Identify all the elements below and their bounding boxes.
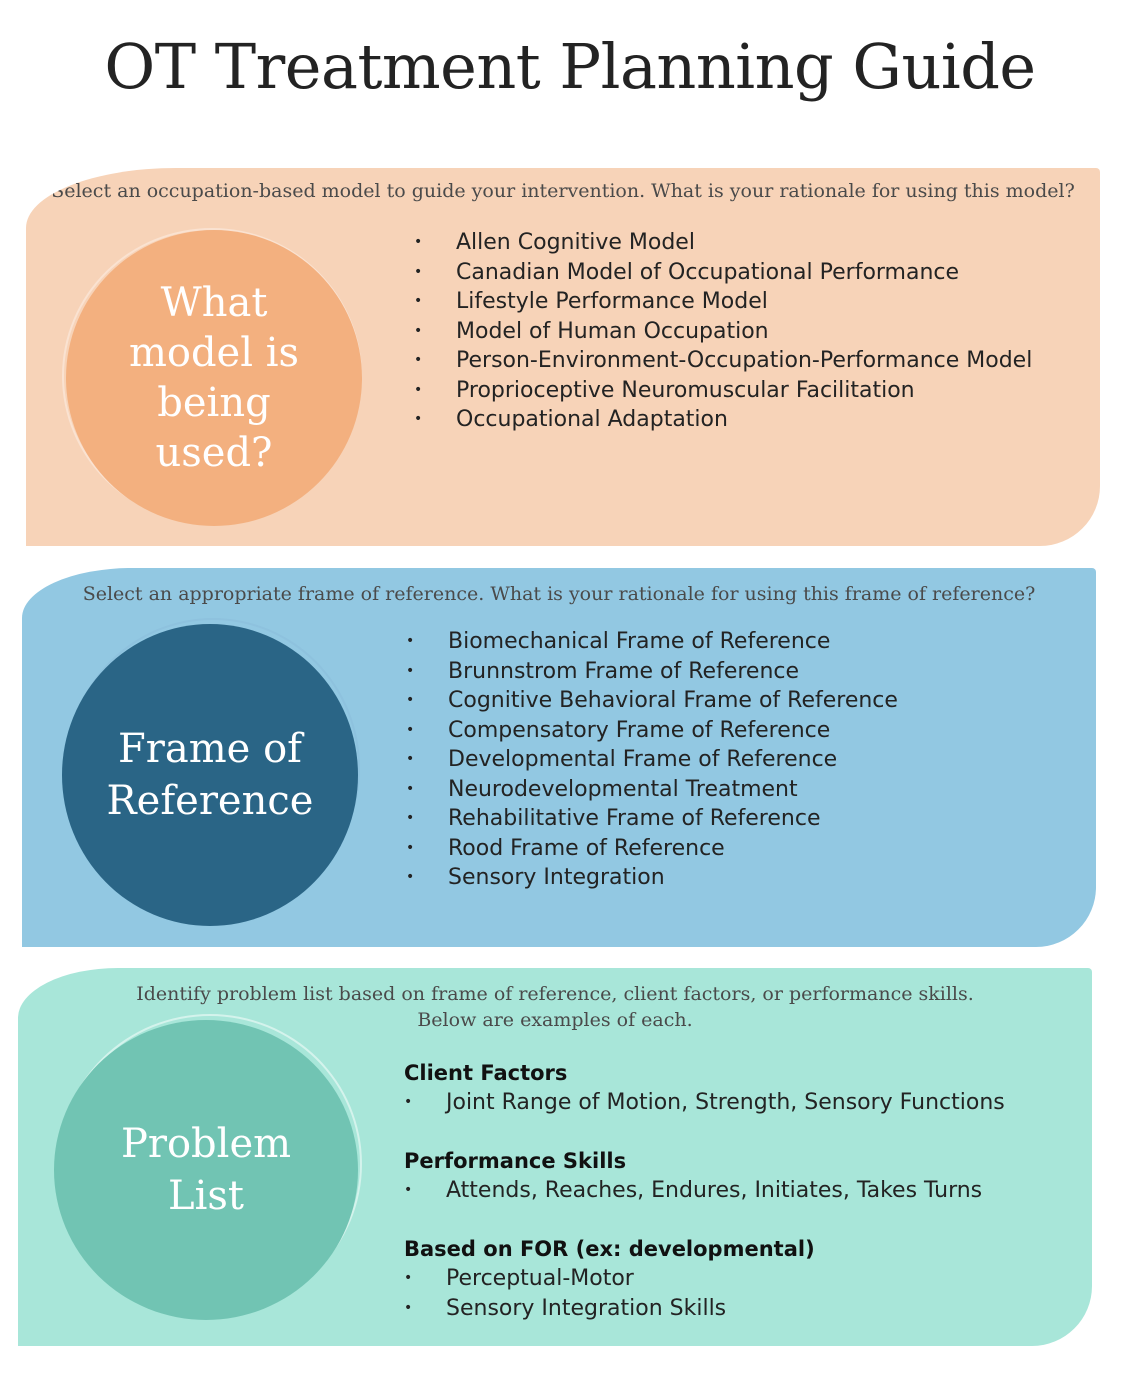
frame-list [406, 627, 898, 893]
list-item: • Sensory Integration [406, 863, 898, 893]
list-item: • Cognitive Behavioral Frame of Reference [406, 686, 898, 716]
frame-prompt: Select an appropriate frame of reference. What is your rationale for using this frame of reference? [82, 583, 1036, 605]
group-heading: Client Factors [404, 1061, 568, 1085]
list-item: • Lifestyle Performance Model [414, 287, 1032, 317]
model-circle [66, 230, 362, 526]
problem-circle-label: Problem List [120, 1121, 292, 1219]
list-item: • Brunnstrom Frame of Reference [406, 657, 898, 687]
frame-circle [62, 624, 358, 926]
list-item: • Compensatory Frame of Reference [406, 716, 898, 746]
list-item: • Proprioceptive Neuromuscular Facilitation [414, 376, 1032, 406]
list-item: • Rehabilitative Frame of Reference [406, 804, 898, 834]
problem-section [18, 968, 1092, 1346]
problem-group-based-on-for [404, 1234, 815, 1323]
model-prompt: Select an occupation-based model to guide your intervention. What is your rationale for using this model? [51, 180, 1075, 202]
group-list [404, 1176, 982, 1206]
problem-circle [54, 1020, 358, 1320]
frame-section [22, 568, 1096, 947]
model-section [26, 168, 1100, 546]
list-item: • Neurodevelopmental Treatment [406, 775, 898, 805]
list-item: • Sensory Integration Skills [404, 1294, 815, 1324]
list-item: • Biomechanical Frame of Reference [406, 627, 898, 657]
group-heading: Performance Skills [404, 1149, 627, 1173]
group-list [404, 1088, 1005, 1118]
list-item: • Attends, Reaches, Endures, Initiates, Takes Turns [404, 1176, 982, 1206]
list-item: • Model of Human Occupation [414, 317, 1032, 347]
list-item: • Joint Range of Motion, Strength, Sensory Functions [404, 1088, 1005, 1118]
list-item: • Canadian Model of Occupational Performance [414, 258, 1032, 288]
problem-group-performance-skills [404, 1146, 982, 1206]
problem-prompt-line1: Identify problem list based on frame of reference, client factors, or performance skills. [136, 983, 974, 1005]
list-item: • Developmental Frame of Reference [406, 745, 898, 775]
list-item: • Perceptual-Motor [404, 1264, 815, 1294]
problem-prompt-line2: Below are examples of each. [417, 1009, 693, 1031]
frame-circle-label: Frame of Reference [106, 726, 314, 824]
model-circle-label: What model is being used? [128, 280, 300, 476]
list-item: • Allen Cognitive Model [414, 228, 1032, 258]
page-title: OT Treatment Planning Guide [104, 30, 1036, 103]
group-heading: Based on FOR (ex: developmental) [404, 1237, 815, 1261]
problem-group-client-factors [404, 1058, 1005, 1118]
group-list [404, 1264, 815, 1323]
list-item: • Rood Frame of Reference [406, 834, 898, 864]
list-item: • Person-Environment-Occupation-Performance Model [414, 346, 1032, 376]
model-list [414, 228, 1032, 435]
list-item: • Occupational Adaptation [414, 405, 1032, 435]
